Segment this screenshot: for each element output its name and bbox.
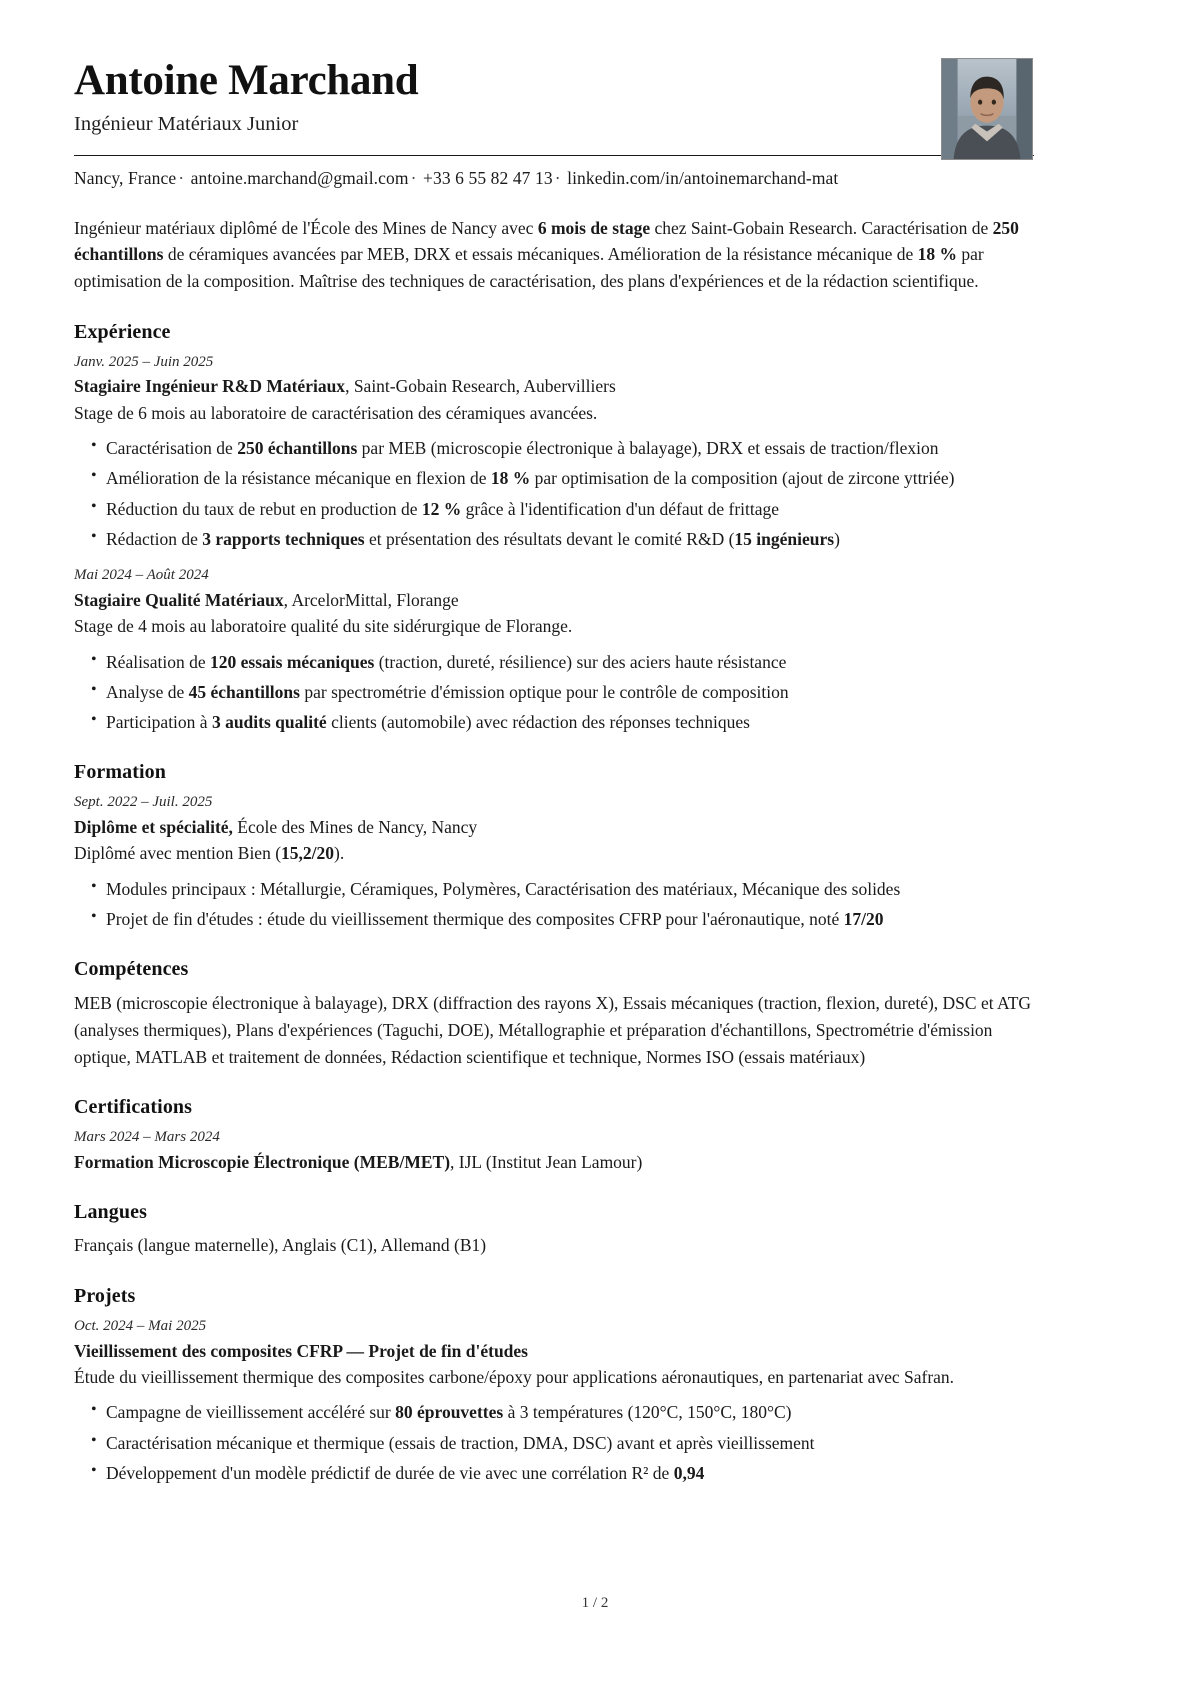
list-item <box>74 526 1034 552</box>
bullet-text-1: Développement d'un modèle prédictif de durée de vie avec une corrélation R² de <box>106 1462 674 1483</box>
list-item <box>74 876 1034 902</box>
summary-text-3: de céramiques avancées par MEB, DRX et essais mécaniques. Amélioration de la résistance mécanique de <box>163 244 918 265</box>
certification-name: Formation Microscopie Électronique (MEB/MET) <box>74 1151 451 1172</box>
list-item <box>74 709 1034 735</box>
list-item <box>74 679 1034 705</box>
professional-summary <box>74 215 1034 295</box>
entry-description: Stage de 4 mois au laboratoire qualité du site sidérurgique de Florange. <box>74 616 573 637</box>
profile-photo <box>941 58 1033 160</box>
list-item <box>74 1460 1034 1486</box>
bullet-text-1: Analyse de <box>106 681 189 702</box>
entry-date: Sept. 2022 – Juil. 2025 <box>74 794 213 811</box>
contact-separator-1: · <box>178 168 185 189</box>
entry-description <box>74 841 1034 866</box>
bullet-highlight: 18 % <box>490 468 531 489</box>
candidate-headline: Ingénieur Matériaux Junior <box>74 112 299 135</box>
section-title-langues: Langues <box>74 1201 147 1224</box>
contact-line <box>74 167 1034 191</box>
contact-separator-2: · <box>410 168 417 189</box>
page-indicator: 1 / 2 <box>581 1595 609 1611</box>
entry-date: Mars 2024 – Mars 2024 <box>74 1129 220 1146</box>
resume-header <box>74 58 1034 191</box>
section-certifications <box>74 1096 1034 1175</box>
bullet-text-1: Rédaction de <box>106 528 203 549</box>
bullet-text-1: Modules principaux : Métallurgie, Céramiques, Polymères, Caractérisation des matériaux, Mécanique des solides <box>106 878 901 899</box>
entry-heading <box>74 815 1034 840</box>
entry-degree: Diplôme et spécialité, <box>74 817 233 838</box>
desc-text-1: Diplômé avec mention Bien ( <box>74 843 282 864</box>
entry-bullet-list <box>74 435 1034 552</box>
entry-description: Étude du vieillissement thermique des composites carbone/époxy pour applications aéronautiques, en partenariat avec Safran. <box>74 1366 955 1387</box>
entry-role: Stagiaire Ingénieur R&D Matériaux <box>74 376 346 397</box>
bullet-text-2: (traction, dureté, résilience) sur des aciers haute résistance <box>374 651 787 672</box>
contact-separator-3: · <box>554 168 561 189</box>
entry-org: , ArcelorMittal, Florange <box>283 589 459 610</box>
bullet-text-2: par optimisation de la composition (ajout de zircone yttriée) <box>530 468 955 489</box>
certification-issuer: , IJL (Institut Jean Lamour) <box>450 1151 643 1172</box>
project-entry <box>74 1316 1034 1486</box>
desc-highlight: 15,2/20 <box>281 843 335 864</box>
header-divider <box>74 155 1034 156</box>
page-footer <box>0 1595 1190 1612</box>
summary-highlight-3: 18 % <box>917 244 958 265</box>
bullet-highlight: 3 audits qualité <box>211 712 327 733</box>
entry-role: Stagiaire Qualité Matériaux <box>74 589 284 610</box>
bullet-text-1: Projet de fin d'études : étude du vieillissement thermique des composites CFRP pour l'aéronautique, noté <box>106 909 844 930</box>
list-item <box>74 1399 1034 1425</box>
section-formation <box>74 761 1034 932</box>
contact-email[interactable]: antoine.marchand@gmail.com <box>190 168 409 189</box>
langues-text: Français (langue maternelle), Anglais (C1), Allemand (B1) <box>74 1235 487 1256</box>
list-item <box>74 465 1034 491</box>
entry-bullet-list <box>74 876 1034 933</box>
bullet-highlight: 0,94 <box>673 1462 705 1483</box>
contact-linkedin[interactable]: linkedin.com/in/antoinemarchand-mat <box>567 168 839 189</box>
section-title-formation: Formation <box>74 761 166 784</box>
bullet-highlight: 250 échantillons <box>237 438 358 459</box>
list-item <box>74 906 1034 932</box>
bullet-text-1: Amélioration de la résistance mécanique en flexion de <box>106 468 491 489</box>
section-title-experience: Expérience <box>74 320 171 343</box>
entry-heading <box>74 588 1034 613</box>
bullet-text-2: clients (automobile) avec rédaction des réponses techniques <box>326 712 750 733</box>
experience-entry <box>74 352 1034 553</box>
section-title-certifications: Certifications <box>74 1096 193 1119</box>
bullet-text-1: Réalisation de <box>106 651 211 672</box>
list-item <box>74 1430 1034 1456</box>
bullet-text-2: et présentation des résultats devant le comité R&D ( <box>364 528 735 549</box>
section-langues <box>74 1201 1034 1259</box>
section-competences <box>74 958 1034 1070</box>
summary-text-2: chez Saint-Gobain Research. Caractérisation de <box>650 217 993 238</box>
entry-heading <box>74 1339 1034 1364</box>
project-title: Vieillissement des composites CFRP — Projet de fin d'études <box>74 1340 528 1361</box>
bullet-text-3: ) <box>834 528 840 549</box>
candidate-name: Antoine Marchand <box>74 57 419 104</box>
bullet-highlight: 120 essais mécaniques <box>210 651 375 672</box>
entry-date: Mai 2024 – Août 2024 <box>74 567 209 584</box>
list-item <box>74 496 1034 522</box>
summary-text-1: Ingénieur matériaux diplômé de l'École des Mines de Nancy avec <box>74 217 538 238</box>
list-item <box>74 649 1034 675</box>
bullet-text-2: par spectrométrie d'émission optique pour le contrôle de composition <box>299 681 789 702</box>
resume-content <box>74 58 1034 1490</box>
summary-highlight-2: 250 échantillons <box>74 217 1019 265</box>
experience-entry <box>74 565 1034 735</box>
desc-text-2: ). <box>334 843 345 864</box>
entry-bullet-list <box>74 649 1034 736</box>
summary-text-4: par optimisation de la composition. Maîtrise des techniques de caractérisation, des plans d'expériences et de la rédaction scientifique. <box>74 244 984 291</box>
entry-org: , Saint-Gobain Research, Aubervilliers <box>345 376 616 397</box>
bullet-text-1: Participation à <box>106 712 212 733</box>
contact-phone[interactable]: +33 6 55 82 47 13 <box>423 168 553 189</box>
section-title-competences: Compétences <box>74 958 189 981</box>
entry-description: Stage de 6 mois au laboratoire de caractérisation des céramiques avancées. <box>74 402 598 423</box>
contact-location: Nancy, France <box>74 168 177 189</box>
bullet-highlight: 12 % <box>421 498 462 519</box>
bullet-highlight: 45 échantillons <box>188 681 300 702</box>
bullet-highlight-2: 15 ingénieurs <box>734 528 835 549</box>
certification-entry <box>74 1127 1034 1175</box>
bullet-text-1: Réduction du taux de rebut en production de <box>106 498 422 519</box>
bullet-highlight: 3 rapports techniques <box>202 528 365 549</box>
formation-entry <box>74 792 1034 932</box>
profile-photo-image <box>942 59 1032 159</box>
section-projets <box>74 1285 1034 1486</box>
entry-date: Oct. 2024 – Mai 2025 <box>74 1317 207 1334</box>
entry-heading <box>74 1150 1034 1175</box>
summary-highlight-1: 6 mois de stage <box>537 217 651 238</box>
bullet-text-1: Campagne de vieillissement accéléré sur <box>106 1402 396 1423</box>
bullet-text-2: à 3 températures (120°C, 150°C, 180°C) <box>503 1402 792 1423</box>
competences-text: MEB (microscopie électronique à balayage), DRX (diffraction des rayons X), Essais mécaniques (traction, flexion, dureté), DSC et ATG (analyses thermiques), Plans d'expériences (Taguchi, DOE), Métallographie et préparation d'échantillons, Spectrométrie d'émission optique, MATLAB et traitement de données, Rédaction scientifique et technique, Normes ISO (essais matériaux) <box>74 993 1032 1067</box>
bullet-highlight: 80 éprouvettes <box>395 1402 504 1423</box>
entry-school: École des Mines de Nancy, Nancy <box>232 817 478 838</box>
bullet-text-2: par MEB (microscopie électronique à balayage), DRX et essais de traction/flexion <box>357 438 939 459</box>
section-experience <box>74 321 1034 736</box>
bullet-text-1: Caractérisation mécanique et thermique (essais de traction, DMA, DSC) avant et après vieillissement <box>106 1432 815 1453</box>
list-item <box>74 435 1034 461</box>
entry-date: Janv. 2025 – Juin 2025 <box>74 353 214 370</box>
bullet-text-2: grâce à l'identification d'un défaut de frittage <box>461 498 780 519</box>
entry-heading <box>74 374 1034 399</box>
section-title-projets: Projets <box>74 1284 136 1307</box>
entry-bullet-list <box>74 1399 1034 1486</box>
bullet-text-1: Caractérisation de <box>106 438 238 459</box>
bullet-highlight: 17/20 <box>843 909 884 930</box>
